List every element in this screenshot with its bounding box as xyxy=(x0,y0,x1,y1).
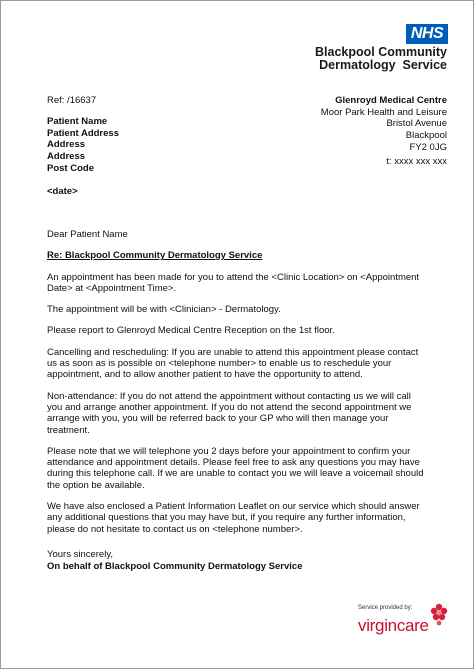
patient-postcode: Post Code xyxy=(47,162,94,174)
reference-number: Ref: /16637 xyxy=(47,95,97,106)
service-name-line1: Blackpool Community xyxy=(315,45,447,59)
practice-address-line1: Moor Park Health and Leisure xyxy=(320,106,447,118)
patient-name: Patient Name xyxy=(47,116,108,127)
virgin-care-logo-virgin: virgin xyxy=(358,616,397,635)
provided-by-label: Service provided by: xyxy=(358,605,413,611)
practice-postcode: FY2 0JG xyxy=(409,141,447,153)
paragraph-telephone: Please note that we will telephone you 2 days before your appointment to confirm your attendance and appointment details. Please feel free to ask any questions you may have during this telephone call. If we are unable to contact you we will leave a voicemail should the option be available. xyxy=(47,445,424,491)
service-name xyxy=(315,46,447,72)
virgin-care-logo xyxy=(358,616,429,636)
signature: On behalf of Blackpool Community Dermatology Service xyxy=(47,560,303,572)
signoff xyxy=(47,549,303,572)
letter-body xyxy=(47,229,427,545)
patient-address-block xyxy=(47,116,119,175)
service-name-line2: Dermatology Service xyxy=(319,58,447,72)
closing: Yours sincerely, xyxy=(47,549,114,560)
paragraph-leaflet: We have also enclosed a Patient Information Leaflet on our service which should answer any additional questions that you may have but, if you require any further information, please do not hesitate to contact us on <telephone number>. xyxy=(47,501,420,535)
practice-phone: t: xxxx xxx xxx xyxy=(386,156,447,167)
paragraph-reception: Please report to Glenroyd Medical Centre Reception on the 1st floor. xyxy=(47,325,335,337)
virgin-care-logo-care: care xyxy=(396,616,429,635)
practice-address-line2: Bristol Avenue xyxy=(386,118,447,130)
paragraph-clinician: The appointment will be with <Clinician> - Dermatology. xyxy=(47,304,281,316)
practice-address-line3: Blackpool xyxy=(405,130,447,142)
salutation: Dear Patient Name xyxy=(47,229,128,240)
paragraph-non-attendance: Non-attendance: If you do not attend the appointment without contacting us we will call you and arrange another appointment. If you do not attend the second appointment we arrange with you, you will be referred back to your GP who will then manage your treatment. xyxy=(47,390,412,436)
patient-address-line2: Address xyxy=(47,139,86,151)
patient-address-line3: Address xyxy=(47,151,86,163)
letter-date: <date> xyxy=(47,186,78,197)
practice-name: Glenroyd Medical Centre xyxy=(335,95,447,106)
nhs-logo: NHS xyxy=(406,24,448,44)
letter-subject: Re: Blackpool Community Dermatology Service xyxy=(47,250,263,262)
paragraph-cancelling: Cancelling and rescheduling: If you are unable to attend this appointment please contact us as soon as is possible on <telephone number> to enable us to reschedule your appointment, and to allow another patient to have the opportunity to attend. xyxy=(47,346,419,381)
paragraph-appointment: An appointment has been made for you to attend the <Clinic Location> on <Appointment Date> at <Appointment Time>. xyxy=(47,271,420,294)
patient-address: Patient Address xyxy=(47,127,119,139)
practice-address-block xyxy=(321,95,447,154)
virgin-care-flower-icon xyxy=(429,602,449,628)
